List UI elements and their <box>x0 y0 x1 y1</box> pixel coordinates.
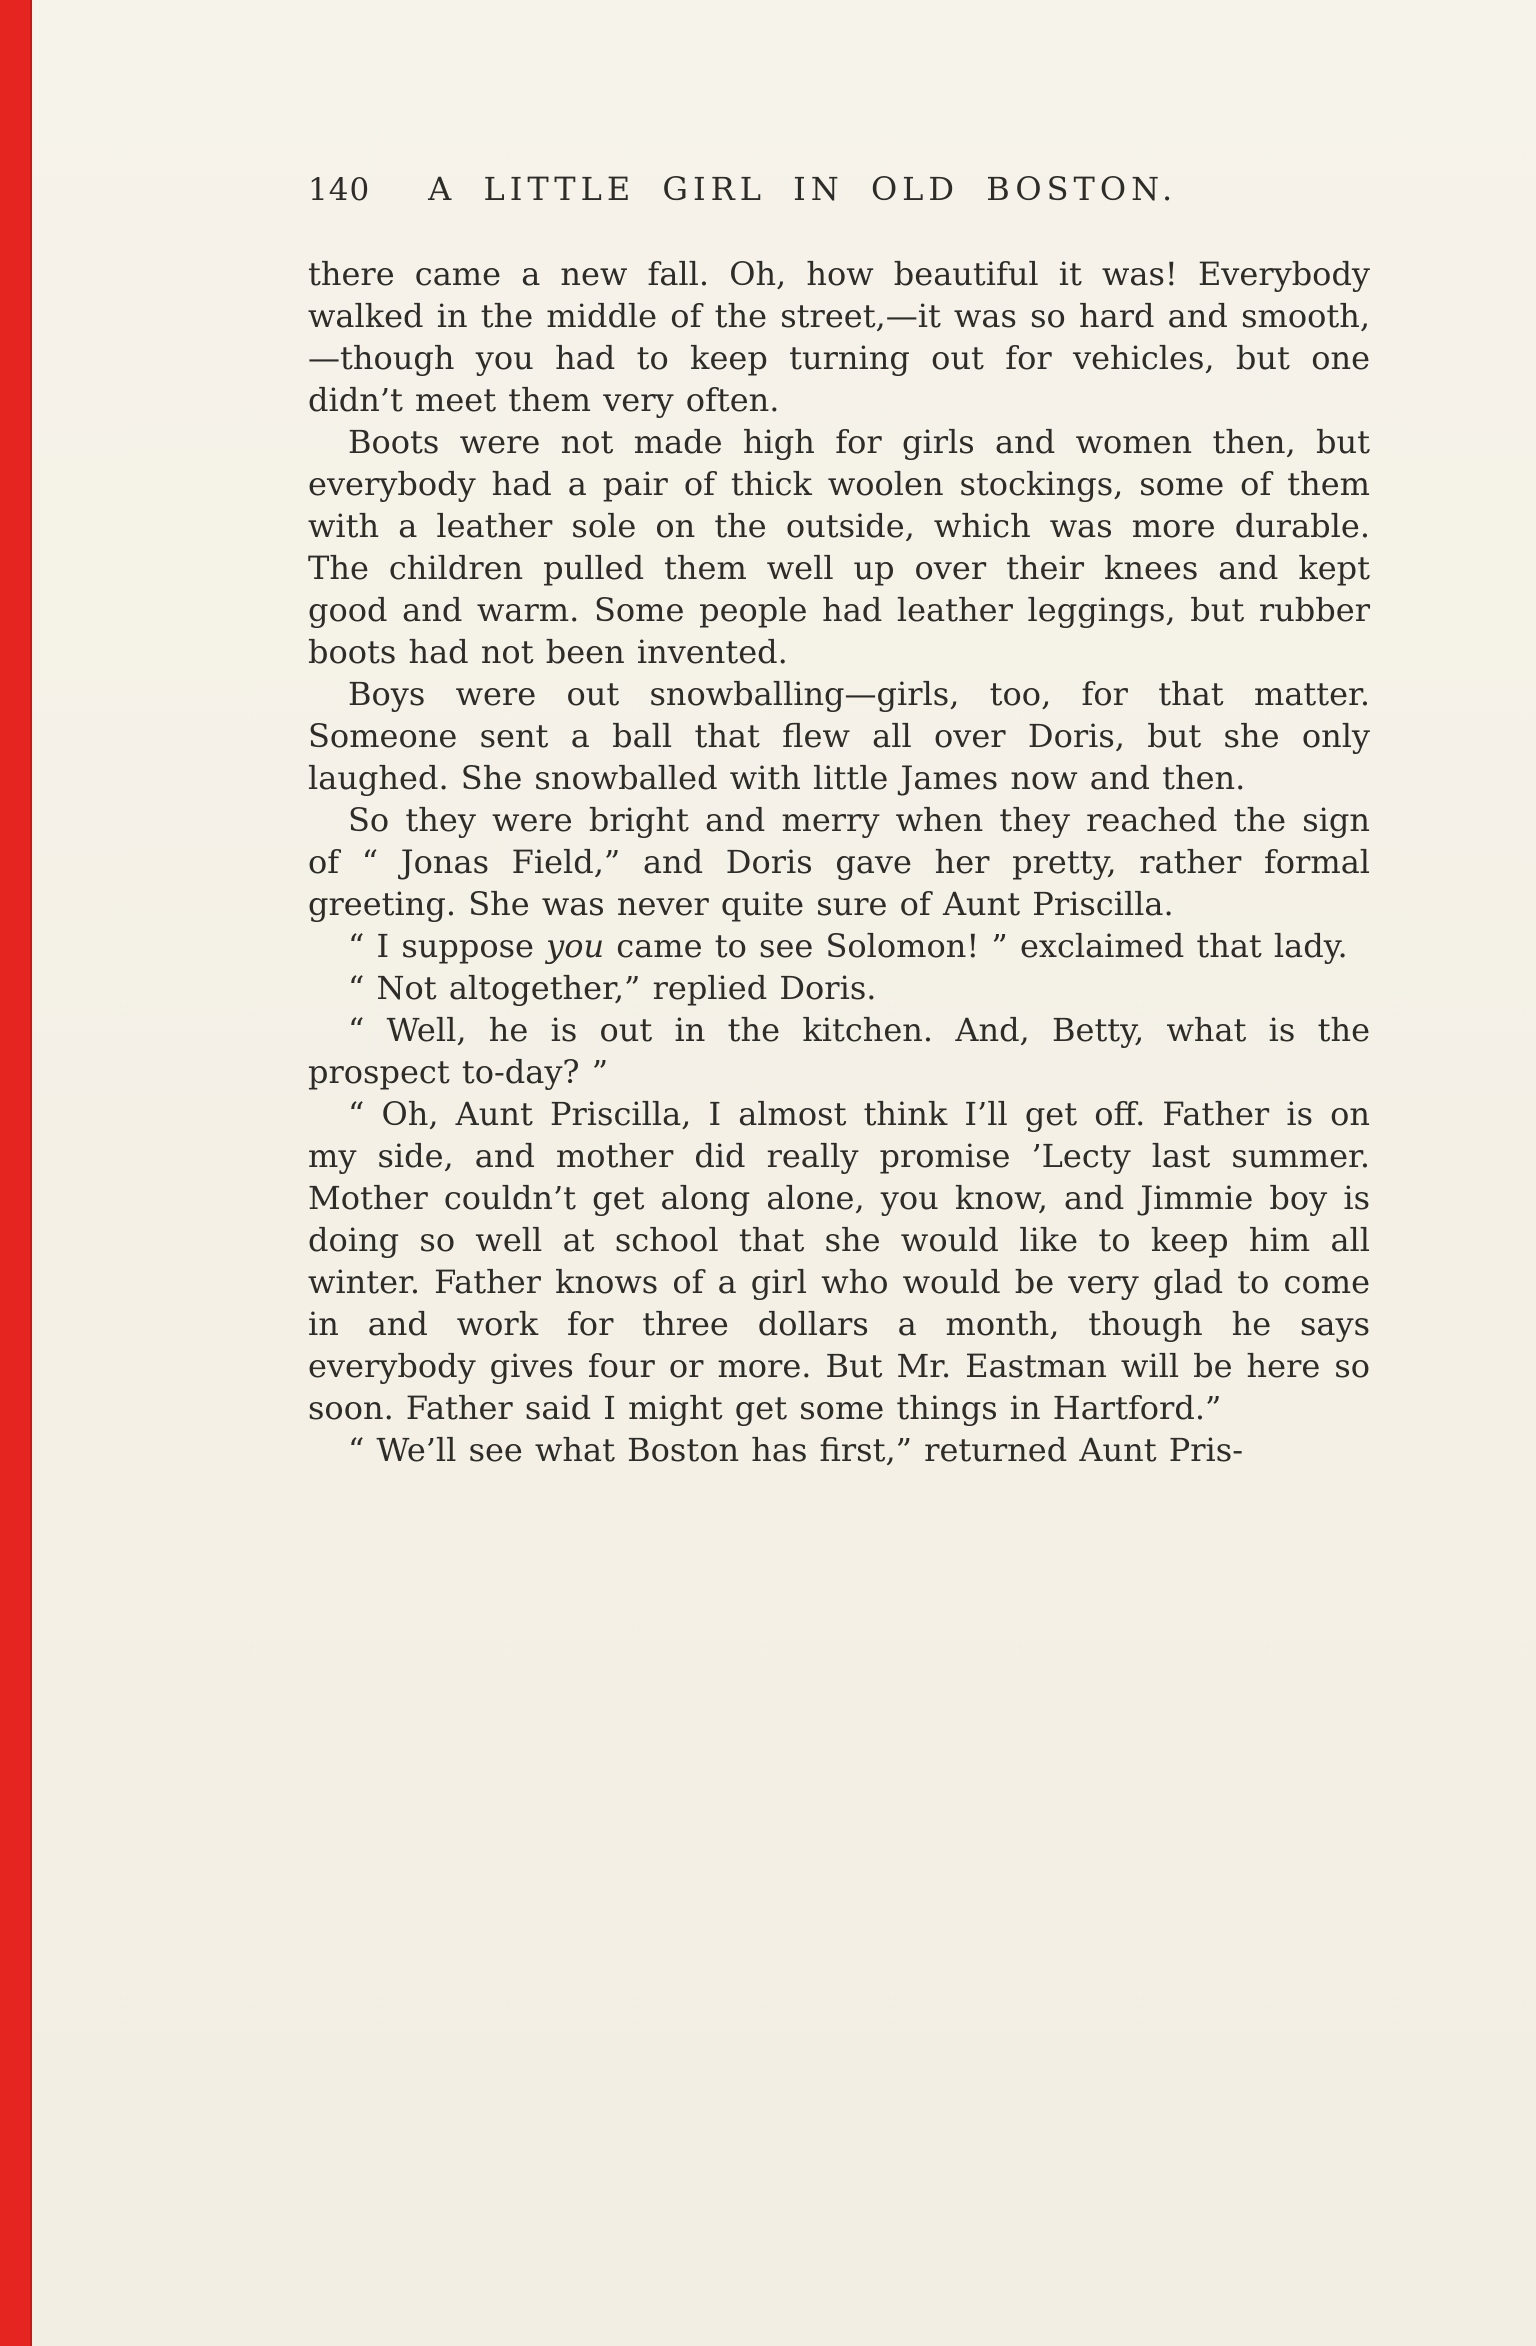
running-title: A LITTLE GIRL IN OLD BOSTON. <box>428 170 1178 208</box>
paragraph-5-pre: “ I suppose <box>348 927 547 965</box>
paragraph-9: “ We’ll see what Boston has first,” returned Aunt Pris- <box>348 1431 1244 1469</box>
paragraph-4: So they were bright and merry when they reached the sign of “ Jonas Field,” and Doris gave her pretty, rather formal greeting. She was never quite sure of Aunt Priscilla. <box>308 801 1370 923</box>
paragraph-2: Boots were not made high for girls and women then, but everybody had a pair of thick woolen stockings, some of them with a leather sole on the outside, which was more durable. The children pulled them well up over their knees and kept good and warm. Some people had leather leggings, but rubber boots had not been invented. <box>308 423 1370 671</box>
red-binding-edge <box>0 0 32 2346</box>
paragraph-3: Boys were out snowballing—girls, too, for that matter. Someone sent a ball that flew all over Doris, but she only laughed. She snowballed with little James now and then. <box>308 675 1370 797</box>
book-page <box>308 168 1370 1471</box>
paragraph-1: there came a new fall. Oh, how beautiful it was! Everybody walked in the middle of the street,—it was so hard and smooth,—though you had to keep turning out for vehicles, but one didn’t meet them very often. <box>308 255 1370 419</box>
paragraph-6: “ Not altogether,” replied Doris. <box>348 969 877 1007</box>
paragraph-5-italic-word: you <box>546 927 605 965</box>
paragraph-5-post: came to see Solomon! ” exclaimed that lady. <box>604 927 1348 965</box>
paragraph-5 <box>308 925 1370 967</box>
page-header <box>308 168 1370 211</box>
paragraph-7: “ Well, he is out in the kitchen. And, Betty, what is the prospect to-day? ” <box>308 1011 1370 1091</box>
paragraph-8: “ Oh, Aunt Priscilla, I almost think I’ll get off. Father is on my side, and mother did really promise ’Lecty last summer. Mother couldn’t get along alone, you know, and Jimmie boy is doing so well at school that she would like to keep him all winter. Father knows of a girl who would be very glad to come in and work for three dollars a month, though he says everybody gives four or more. But Mr. Eastman will be here so soon. Father said I might get some things in Hartford.” <box>308 1095 1370 1427</box>
page-number: 140 <box>308 172 371 208</box>
